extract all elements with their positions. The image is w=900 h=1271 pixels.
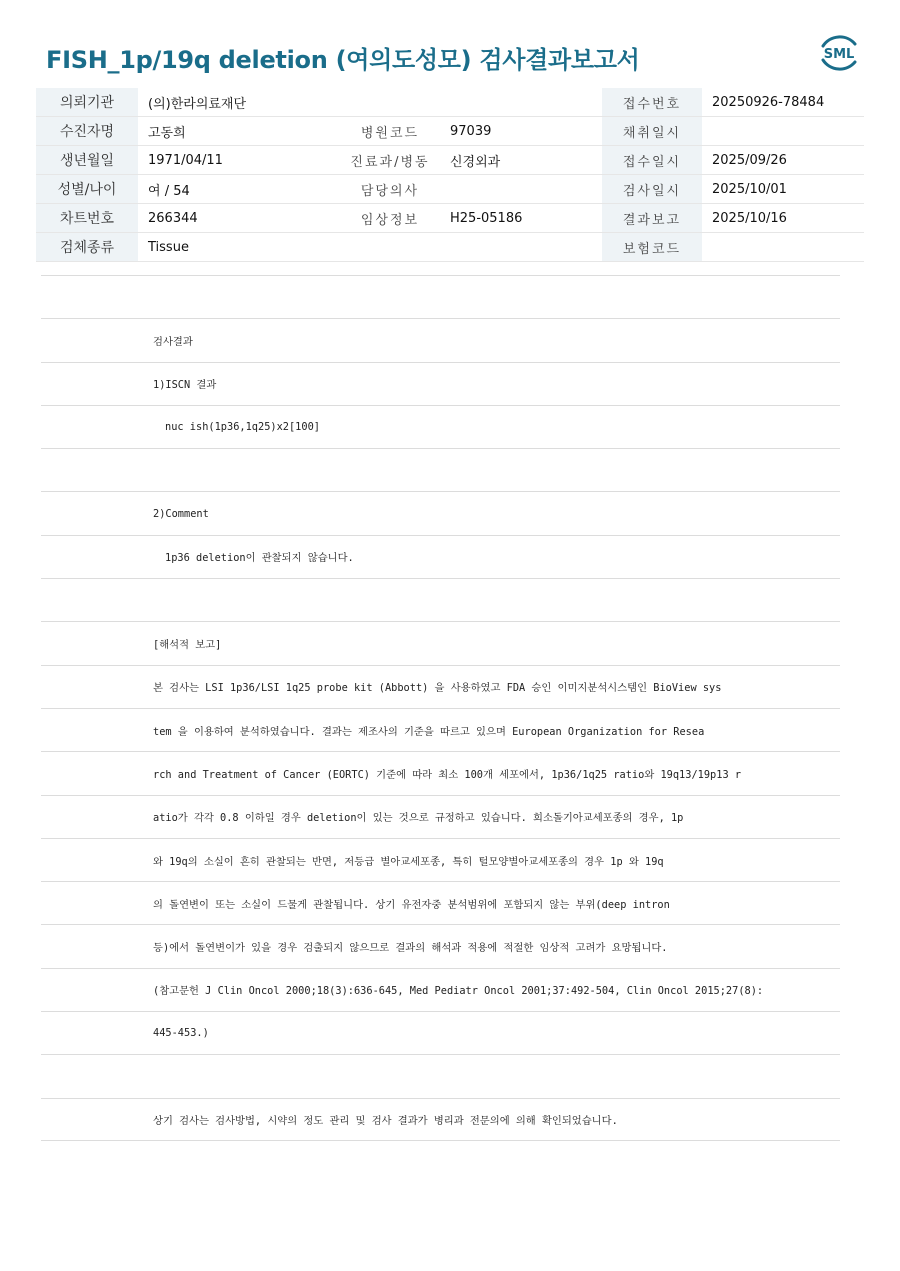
report-line-text: 검사결과 [153,335,193,348]
info-value: 여 / 54 [138,175,340,204]
info-value: 1971/04/11 [138,146,340,175]
report-line [41,275,840,318]
info-value [702,233,864,262]
info-label: 수진자명 [36,117,138,146]
report-line [41,578,840,621]
report-line [41,535,840,578]
report-line [41,1054,840,1097]
info-label: 성별/나이 [36,175,138,204]
report-line-text: tem 을 이용하여 분석하였습니다. 결과는 제조사의 기준을 따르고 있으며 European Organization for Resea [153,725,705,738]
info-row [36,88,864,117]
info-value: Tissue [138,233,340,262]
report-line-text: 1)ISCN 결과 [153,379,217,392]
report-line [41,318,840,361]
info-value: 97039 [440,117,602,146]
info-label: 생년월일 [36,146,138,175]
info-label: 검체종류 [36,233,138,262]
info-row [36,146,864,175]
info-value: 2025/09/26 [702,146,864,175]
info-row [36,233,864,262]
info-label: 보험코드 [602,233,702,262]
info-value [702,117,864,146]
info-label: 접수일시 [602,146,702,175]
report-line-text: 2)Comment [153,507,209,520]
report-line [41,881,840,924]
report-line-text: 상기 검사는 검사방법, 시약의 정도 관리 및 검사 결과가 병리과 전문의에 의해 확인되었습니다. [153,1114,618,1127]
info-row [36,204,864,233]
report-line [41,924,840,967]
report-line-text: 등)에서 돌연변이가 있을 경우 검출되지 않으므로 결과의 해석과 적용에 적절한 임상적 고려가 요망됩니다. [153,942,668,955]
info-label: 담당의사 [340,175,440,204]
report-line-text: rch and Treatment of Cancer (EORTC) 기준에 따라 최소 100개 세포에서, 1p36/1q25 ratio와 19q13/19p13 r [153,768,742,781]
info-value [440,233,602,262]
report-line [41,362,840,405]
report-line-text: 와 19q의 소실이 흔히 관찰되는 반면, 저등급 별아교세포종, 특히 털모양별아교세포종의 경우 1p 와 19q [153,855,664,868]
info-value: (의)한라의료재단 [138,88,340,117]
report-line [41,448,840,491]
report-line-text: 의 돌연변이 또는 소실이 드물게 관찰됩니다. 상기 유전자중 분석범위에 포함되지 않는 부위(deep intron [153,898,670,911]
report-line-text: [해석적 보고] [153,639,222,652]
report-line [41,405,840,448]
report-line-text: 본 검사는 LSI 1p36/LSI 1q25 probe kit (Abbott) 을 사용하였고 FDA 승인 이미지분석시스템인 BioView sys [153,682,722,695]
report-line [41,751,840,794]
report-line [41,795,840,838]
info-value [440,175,602,204]
info-label: 임상정보 [340,204,440,233]
report-title: FISH_1p/19q deletion (여의도성모) 검사결과보고서 [46,46,640,74]
report-line [41,1098,840,1141]
svg-text:SML: SML [823,47,855,62]
info-label: 진료과/병동 [340,146,440,175]
info-label: 결과보고 [602,204,702,233]
info-label: 접수번호 [602,88,702,117]
info-value: 20250926-78484 [702,88,864,117]
report-body [41,275,840,1141]
report-line [41,838,840,881]
info-value: 신경외과 [440,146,602,175]
info-label: 병원코드 [340,117,440,146]
info-row [36,117,864,146]
report-line [41,708,840,751]
info-label: 차트번호 [36,204,138,233]
info-value: 266344 [138,204,340,233]
report-line-text: 1p36 deletion이 관찰되지 않습니다. [165,552,354,565]
sml-logo [815,30,863,76]
info-value: 2025/10/16 [702,204,864,233]
info-label: 검사일시 [602,175,702,204]
report-line-text: (참고문헌 J Clin Oncol 2000;18(3):636-645, Med Pediatr Oncol 2001;37:492-504, Clin Oncol 2015;27(8): [153,985,764,998]
info-value: H25-05186 [440,204,602,233]
info-label: 채취일시 [602,117,702,146]
report-line-text: 445-453.) [153,1027,209,1040]
patient-info-table [36,88,864,262]
report-line-text: nuc ish(1p36,1q25)x2[100] [165,421,320,434]
info-row [36,175,864,204]
report-line [41,491,840,534]
info-label [340,88,440,117]
info-value [440,88,602,117]
report-line [41,621,840,664]
info-label: 의뢰기관 [36,88,138,117]
report-line-text: atio가 각각 0.8 이하일 경우 deletion이 있는 것으로 규정하고 있습니다. 희소돌기아교세포종의 경우, 1p [153,812,684,825]
report-line [41,1011,840,1054]
info-label [340,233,440,262]
info-value: 2025/10/01 [702,175,864,204]
info-value: 고동희 [138,117,340,146]
report-line [41,968,840,1011]
report-line [41,665,840,708]
